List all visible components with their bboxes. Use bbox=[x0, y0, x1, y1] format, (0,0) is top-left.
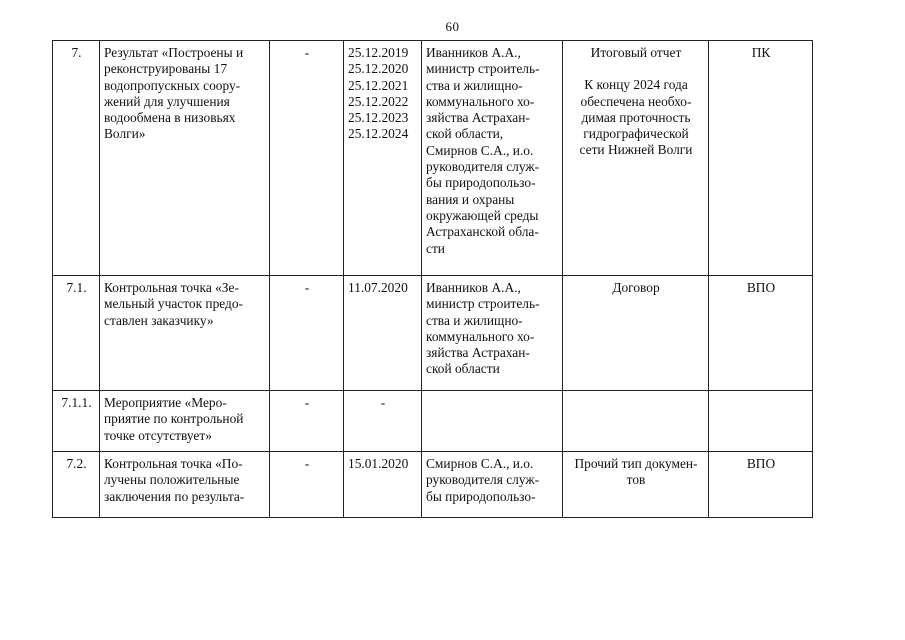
end-date: - bbox=[344, 391, 422, 452]
row-number: 7.2. bbox=[53, 452, 100, 518]
start-date: - bbox=[270, 41, 344, 276]
document-type: Итоговый отчет К концу 2024 года обеспечена необхо- димая проточность гидрографической сети Нижней Волги bbox=[563, 41, 709, 276]
item-name: Результат «Построены и реконструированы 17 водопропускных соору- жений для улучшения водообмена в низовьях Волги» bbox=[100, 41, 270, 276]
end-date: 15.01.2020 bbox=[344, 452, 422, 518]
page-number: 60 bbox=[445, 19, 460, 34]
table-row bbox=[53, 276, 813, 391]
responsible-person: Смирнов С.А., и.о. руководителя служ- бы природопользо- bbox=[422, 452, 563, 518]
control-level bbox=[709, 391, 813, 452]
item-name: Контрольная точка «По- лучены положительные заключения по результа- bbox=[100, 452, 270, 518]
control-level: ВПО bbox=[709, 452, 813, 518]
responsible-person: Иванников А.А., министр строитель- ства и жилищно- коммунального хо- зяйства Астрахан- ской области, Смирнов С.А., и.о. руководителя служ- бы природопользо- вания и охраны окружающей среды Астраханской обла- сти bbox=[422, 41, 563, 276]
control-level: ПК bbox=[709, 41, 813, 276]
start-date: - bbox=[270, 391, 344, 452]
document-type bbox=[563, 391, 709, 452]
table-row bbox=[53, 41, 813, 276]
table-row bbox=[53, 391, 813, 452]
start-date: - bbox=[270, 452, 344, 518]
document-type: Договор bbox=[563, 276, 709, 391]
start-date: - bbox=[270, 276, 344, 391]
plan-table bbox=[52, 40, 813, 518]
control-level: ВПО bbox=[709, 276, 813, 391]
responsible-person bbox=[422, 391, 563, 452]
item-name: Контрольная точка «Зе- мельный участок предо- ставлен заказчику» bbox=[100, 276, 270, 391]
item-name: Мероприятие «Меро- приятие по контрольной точке отсутствует» bbox=[100, 391, 270, 452]
end-date: 11.07.2020 bbox=[344, 276, 422, 391]
table-row bbox=[53, 452, 813, 518]
row-number: 7.1. bbox=[53, 276, 100, 391]
row-number: 7. bbox=[53, 41, 100, 276]
end-date: 25.12.2019 25.12.2020 25.12.2021 25.12.2022 25.12.2023 25.12.2024 bbox=[344, 41, 422, 276]
document-type: Прочий тип докумен- тов bbox=[563, 452, 709, 518]
responsible-person: Иванников А.А., министр строитель- ства и жилищно- коммунального хо- зяйства Астрахан- ской области bbox=[422, 276, 563, 391]
row-number: 7.1.1. bbox=[53, 391, 100, 452]
